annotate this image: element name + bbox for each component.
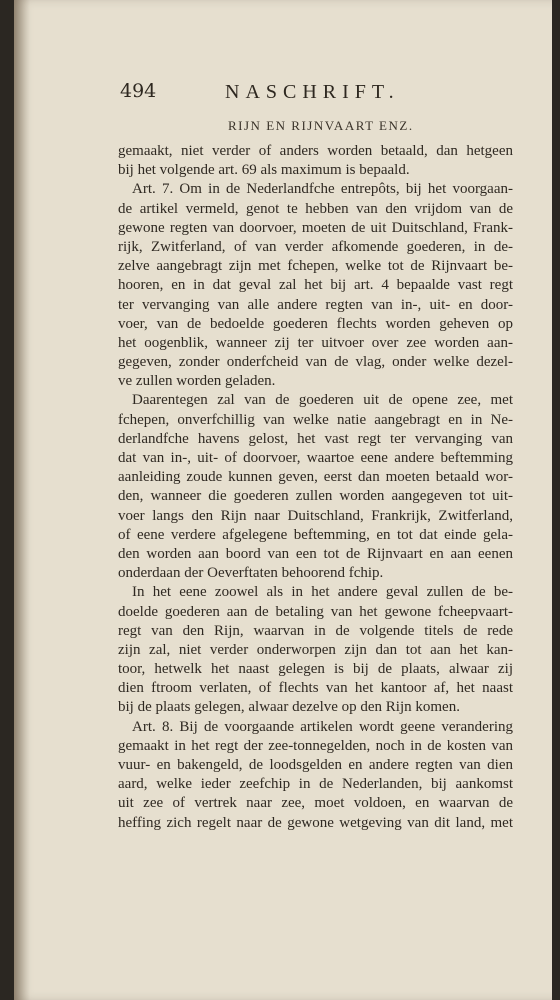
text-line: heffing zich regelt naar de gewone wetgeving van dit land, met xyxy=(118,814,513,831)
text-line: zelve aangebragt zijn met fchepen, welke tot de Rijnvaart be- xyxy=(118,258,513,275)
text-line: de artikel vermeld, genot te hebben van den vrijdom van de xyxy=(118,200,513,217)
text-line: het oogenblik, wanneer zij ter uitvoer over zee worden aan- xyxy=(118,334,513,351)
text-line: bij het volgende art. 69 als maximum is bepaald. xyxy=(118,162,410,179)
text-line: dien ftroom verlaten, of flechts van het kantoor af, het naast xyxy=(118,680,513,697)
text-line: Daarentegen zal van de goederen uit de opene zee, met xyxy=(132,392,513,409)
text-line: In het eene zoowel als in het andere geval zullen de be- xyxy=(132,584,513,601)
text-line: aanleiding zoude kunnen geven, eerst dan moeten betaald wor- xyxy=(118,469,513,486)
text-line: ter vervanging van alle andere regten van in-, uit- en door- xyxy=(118,296,513,313)
text-line: zijn zal, niet verder onderworpen zijn dan tot aan het kan- xyxy=(118,641,513,658)
text-line: fchepen, onverfchillig van welke natie aangebragt en in Ne- xyxy=(118,411,513,428)
text-line: toor, hetwelk het naast gelegen is bij de plaats, alwaar zij xyxy=(118,661,513,678)
text-line: den, wanneer die goederen zullen worden aangegeven tot uit- xyxy=(118,488,513,505)
text-line: gegeven, zonder onderfcheid van de vlag, onder welke dezel- xyxy=(118,354,513,371)
text-line: Art. 8. Bij de voorgaande artikelen wordt geene verandering xyxy=(132,718,513,735)
text-line: of eene verdere afgelegene beftemming, en tot dat einde gela- xyxy=(118,526,513,543)
text-line: derlandfche havens gelost, het vast regt ter vervanging van xyxy=(118,430,513,447)
text-line: vuur- en bakengeld, de loodsgelden en andere regten van dien xyxy=(118,757,513,773)
page-number: 494 xyxy=(120,80,157,102)
text-line: dat van in-, uit- of doorvoer, waartoe eene andere beftemming xyxy=(118,450,513,466)
text-line: voer langs den Rijn naar Duitschland, Frankrijk, Zwitferland, xyxy=(118,507,513,524)
text-line: hooren, en in dat geval zal het bij art. 4 bepaalde vast regt xyxy=(118,277,513,294)
text-line: voer, van de bedoelde goederen flechts worden geheven op xyxy=(118,315,513,332)
text-line: regt van den Rijn, waarvan in de volgende titels de rede xyxy=(118,622,513,639)
running-title: NASCHRIFT. xyxy=(225,81,400,103)
text-line: ve zullen worden geladen. xyxy=(118,373,276,390)
text-line: den worden aan boord van een tot de Rijnvaart en aan eenen xyxy=(118,545,513,562)
spine-shadow xyxy=(14,0,30,1000)
text-line: rijk, Zwitferland, of van verder afkomende goederen, in de- xyxy=(118,238,513,255)
section-title: RIJN EN RIJNVAART ENZ. xyxy=(228,118,414,133)
text-line: doelde goederen aan de betaling van het gewone fcheepvaart- xyxy=(118,603,513,620)
body-text xyxy=(118,142,513,833)
text-line: aard, welke ieder zeefchip in de Nederlanden, bij aankomst xyxy=(118,776,513,793)
text-line: uit zee of vertrek naar zee, moet voldoen, en waarvan de xyxy=(118,795,513,812)
text-line: gemaakt in het regt der zee-tonnegelden, noch in de kosten van xyxy=(118,737,513,754)
text-line: onderdaan der Oeverftaten behoorend fchip. xyxy=(118,565,384,582)
text-line: gewone regten van doorvoer, moeten de uit Duitschland, Frank- xyxy=(118,219,513,236)
page-header xyxy=(120,80,525,110)
text-line: bij de plaats gelegen, alwaar dezelve op den Rijn komen. xyxy=(118,699,460,716)
text-line: gemaakt, niet verder of anders worden betaald, dan hetgeen xyxy=(118,143,513,159)
text-line: Art. 7. Om in de Nederlandfche entrepôts, bij het voorgaan- xyxy=(132,181,513,198)
